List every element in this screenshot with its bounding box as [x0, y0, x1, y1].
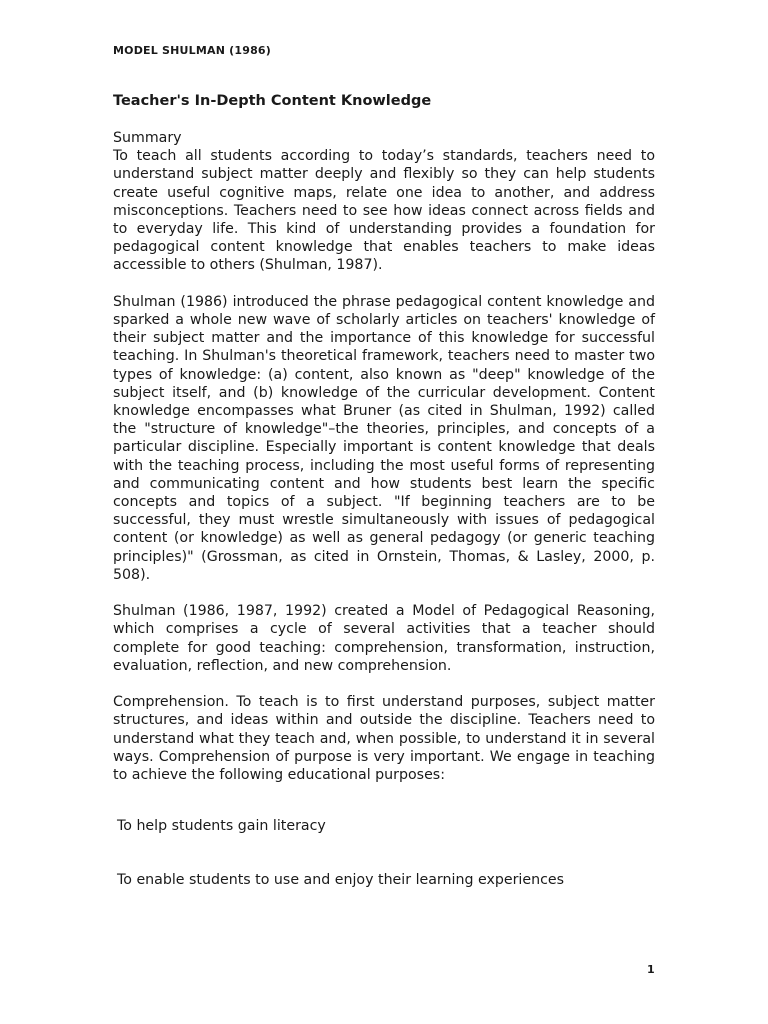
- paragraph-summary: To teach all students according to today’s standards, teachers need to understand subject matter deeply and flexibly so they can help students create useful cognitive maps, relate one idea to another, and address misconceptions. Teachers need to see how ideas connect across fields and to everyday life. This kind of understanding provides a foundation for pedagogical content knowledge that enables teachers to make ideas accessible to others (Shulman, 1987).: [113, 148, 655, 274]
- summary-heading: Summary: [113, 130, 182, 146]
- document-body: [113, 129, 655, 784]
- page-number: 1: [647, 963, 655, 976]
- document-title: Teacher's In-Depth Content Knowledge: [113, 93, 432, 109]
- paragraph-comprehension: Comprehension. To teach is to first understand purposes, subject matter structures, and ideas within and outside the discipline. Teachers need to understand what they teach and, when possible, to understand it in several ways. Comprehension of purpose is very important. We engage in teaching to achieve the following educational purposes:: [113, 694, 655, 784]
- paragraph-shulman-intro: Shulman (1986) introduced the phrase pedagogical content knowledge and sparked a whole new wave of scholarly articles on teachers' knowledge of their subject matter and the importance of this knowledge for successful teaching. In Shulman's theoretical framework, teachers need to master two types of knowledge: (a) content, also known as "deep" knowledge of the subject itself, and (b) knowledge of the curricular development. Content knowledge encompasses what Bruner (as cited in Shulman, 1992) called the "structure of knowledge"–the theories, principles, and concepts of a particular discipline. Especially important is content knowledge that deals with the teaching process, including the most useful forms of representing and communicating content and how students best learn the specific concepts and topics of a subject. "If beginning teachers are to be successful, they must wrestle simultaneously with issues of pedagogical content (or knowledge) as well as general pedagogy (or generic teaching principles)" (Grossman, as cited in Ornstein, Thomas, & Lasley, 2000, p. 508).: [113, 293, 655, 583]
- purpose-item: To enable students to use and enjoy their learning experiences: [117, 872, 564, 888]
- purpose-item: To help students gain literacy: [117, 818, 326, 834]
- page-header: MODEL SHULMAN (1986): [113, 44, 272, 57]
- paragraph-reasoning-model: Shulman (1986, 1987, 1992) created a Model of Pedagogical Reasoning, which comprises a cycle of several activities that a teacher should complete for good teaching: comprehension, transformation, instruction, evaluation, reflection, and new comprehension.: [113, 603, 655, 674]
